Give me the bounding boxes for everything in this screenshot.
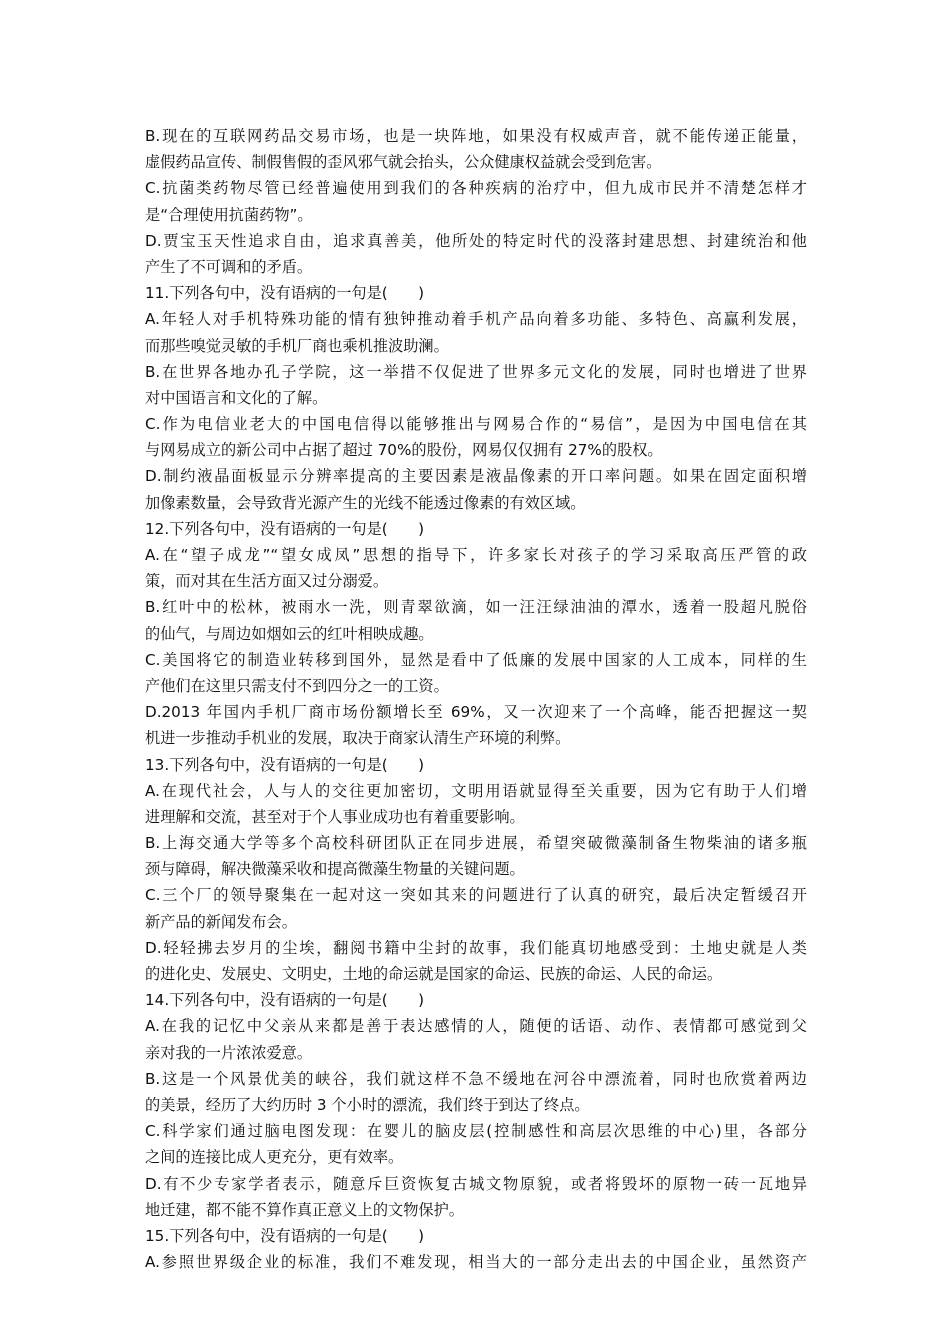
- text-line: B.上海交通大学等多个高校科研团队正在同步进展，希望突破微藻制备生物柴油的诸多瓶: [145, 834, 807, 853]
- text-line: B.这是一个风景优美的峡谷，我们就这样不急不缓地在河谷中漂流着，同时也欣赏着两边: [145, 1069, 807, 1088]
- text-line: D.贾宝玉天性追求自由，追求真善美，他所处的特定时代的没落封建思想、封建统治和他: [145, 231, 807, 250]
- text-line: 机进一步推动手机业的发展，取决于商家认清生产环境的利弊。: [145, 729, 571, 748]
- text-line: 11.下列各句中，没有语病的一句是( ): [145, 284, 425, 303]
- text-line: 而那些嗅觉灵敏的手机厂商也乘机推波助澜。: [145, 336, 449, 355]
- text-line: 13.下列各句中，没有语病的一句是( ): [145, 755, 425, 774]
- text-line: 14.下列各句中，没有语病的一句是( ): [145, 991, 425, 1010]
- text-line: C.三个厂的领导聚集在一起对这一突如其来的问题进行了认真的研究，最后决定暂缓召开: [145, 886, 807, 905]
- text-line: D.制约液晶面板显示分辨率提高的主要因素是液晶像素的开口率问题。如果在固定面积增: [145, 467, 807, 486]
- text-line: D.轻轻拂去岁月的尘埃，翻阅书籍中尘封的故事，我们能真切地感受到：土地史就是人类: [145, 938, 807, 957]
- text-line: 与网易成立的新公司中占据了超过 70%的股份，网易仅仅拥有 27%的股权。: [145, 441, 663, 460]
- text-line: C.美国将它的制造业转移到国外，显然是看中了低廉的发展中国家的人工成本，同样的生: [145, 650, 807, 669]
- text-line: 的仙气，与周边如烟如云的红叶相映成趣。: [145, 624, 434, 643]
- text-line: 的进化史、发展史、文明史，土地的命运就是国家的命运、民族的命运、人民的命运。: [145, 965, 723, 983]
- text-line: B.红叶中的松林，被雨水一洗，则青翠欲滴，如一汪汪绿油油的潭水，透着一股超凡脱俗: [145, 598, 807, 617]
- text-line: 产他们在这里只需支付不到四分之一的工资。: [145, 676, 449, 695]
- text-line: C.作为电信业老大的中国电信得以能够推出与网易合作的“易信”，是因为中国电信在其: [145, 415, 807, 434]
- text-line: A.在“望子成龙”“望女成凤”思想的指导下，许多家长对孩子的学习采取高压严管的政: [145, 546, 807, 564]
- text-line: 15.下列各句中，没有语病的一句是( ): [145, 1226, 425, 1245]
- text-line: C.抗菌类药物尽管已经普遍使用到我们的各种疾病的治疗中，但九成市民并不清楚怎样才: [145, 179, 807, 198]
- document-body: [145, 123, 807, 1275]
- text-line: 的美景，经历了大约历时 3 个小时的漂流，我们终于到达了终点。: [145, 1095, 590, 1114]
- text-line: 地迁建，都不能不算作真正意义上的文物保护。: [145, 1200, 464, 1219]
- text-line: A.在现代社会，人与人的交往更加密切，文明用语就显得至关重要，因为它有助于人们增: [145, 781, 807, 800]
- text-line: 12.下列各句中，没有语病的一句是( ): [145, 519, 425, 538]
- text-line: 亲对我的一片浓浓爱意。: [145, 1043, 313, 1062]
- text-line: 虚假药品宣传、制假售假的歪风邪气就会抬头，公众健康权益就会受到危害。: [145, 153, 662, 172]
- text-line: 对中国语言和文化的了解。: [145, 388, 328, 407]
- text-line: A.在我的记忆中父亲从来都是善于表达感情的人，随便的话语、动作、表情都可感觉到父: [145, 1017, 807, 1036]
- text-line: 是“合理使用抗菌药物”。: [145, 205, 313, 224]
- text-line: 进理解和交流，甚至对于个人事业成功也有着重要影响。: [145, 807, 525, 826]
- text-line: 产生了不可调和的矛盾。: [145, 257, 313, 276]
- text-line: B.在世界各地办孔子学院，这一举措不仅促进了世界多元文化的发展，同时也增进了世界: [145, 362, 807, 381]
- text-line: C.科学家们通过脑电图发现：在婴儿的脑皮层(控制感性和高层次思维的中心)里，各部分: [145, 1122, 807, 1141]
- text-line: 策，而对其在生活方面又过分溺爱。: [145, 572, 388, 591]
- text-line: 之间的连接比成人更充分，更有效率。: [145, 1148, 404, 1167]
- text-line: 颈与障碍，解决微藻采收和提高微藻生物量的关键问题。: [145, 860, 525, 879]
- text-line: A.参照世界级企业的标准，我们不难发现，相当大的一部分走出去的中国企业，虽然资产: [145, 1253, 807, 1272]
- text-line: D.有不少专家学者表示，随意斥巨资恢复古城文物原貌，或者将毁坏的原物一砖一瓦地异: [145, 1174, 807, 1193]
- text-line: A.年轻人对手机特殊功能的情有独钟推动着手机产品向着多功能、多特色、高赢利发展，: [145, 310, 807, 329]
- text-line: D.2013 年国内手机厂商市场份额增长至 69%，又一次迎来了一个高峰，能否把握这一契: [145, 703, 807, 722]
- text-line: 新产品的新闻发布会。: [145, 912, 297, 931]
- text-line: 加像素数量，会导致背光源产生的光线不能透过像素的有效区域。: [145, 493, 586, 512]
- text-line: B.现在的互联网药品交易市场，也是一块阵地，如果没有权威声音，就不能传递正能量，: [145, 127, 807, 145]
